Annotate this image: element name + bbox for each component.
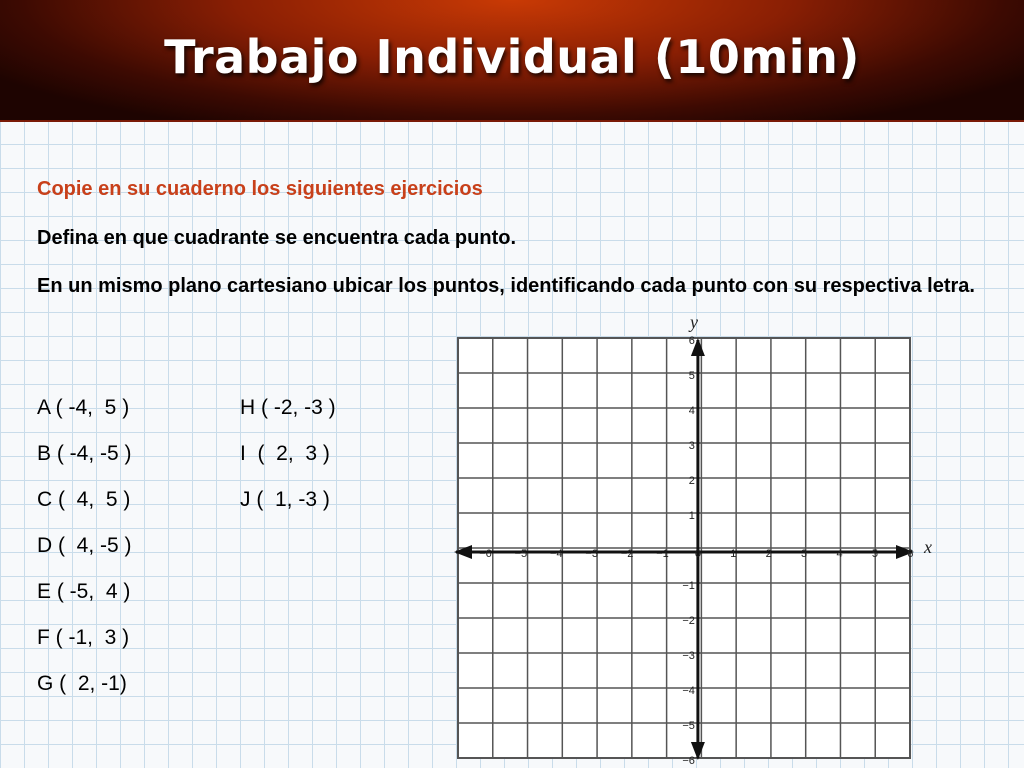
x-tick-label: 2 bbox=[765, 548, 772, 560]
x-tick-label: −4 bbox=[550, 548, 563, 560]
y-tick-label: 6 bbox=[688, 335, 695, 347]
slide-title: Trabajo Individual (10min) bbox=[164, 30, 860, 84]
point-f: F ( -1, 3 ) bbox=[37, 626, 130, 649]
x-tick-label: 3 bbox=[801, 548, 808, 560]
x-tick-label: −3 bbox=[585, 548, 598, 560]
x-tick-label: 6 bbox=[907, 548, 914, 560]
x-tick-label: 5 bbox=[871, 548, 878, 560]
y-tick-label: −4 bbox=[682, 685, 695, 697]
instruction-quadrant: Defina en que cuadrante se encuentra cada punto. bbox=[37, 227, 517, 249]
point-b: B ( -4, -5 ) bbox=[37, 442, 132, 465]
subtitle: Copie en su cuaderno los siguientes ejercicios bbox=[37, 178, 483, 200]
x-tick-label: 1 bbox=[730, 548, 737, 560]
point-e: E ( -5, 4 ) bbox=[37, 580, 131, 603]
cartesian-plane bbox=[440, 305, 940, 767]
y-axis-label: y bbox=[690, 312, 698, 332]
point-j: J ( 1, -3 ) bbox=[240, 488, 330, 511]
x-tick-label: −5 bbox=[514, 548, 528, 560]
x-tick-label: 0 bbox=[694, 548, 701, 560]
x-tick-label: −2 bbox=[620, 548, 634, 560]
y-tick-label: 4 bbox=[688, 405, 695, 417]
y-tick-label: −3 bbox=[682, 650, 695, 662]
point-c: C ( 4, 5 ) bbox=[37, 488, 131, 511]
y-tick-label: 2 bbox=[688, 475, 695, 487]
y-tick-label: −2 bbox=[682, 615, 695, 627]
y-tick-label: −5 bbox=[682, 720, 695, 732]
title-banner bbox=[0, 0, 1024, 122]
point-g: G ( 2, -1) bbox=[37, 672, 127, 695]
y-tick-label: 5 bbox=[688, 370, 695, 382]
y-tick-label: −1 bbox=[682, 580, 695, 592]
x-tick-label: −6 bbox=[479, 548, 492, 560]
x-axis-label: x bbox=[924, 537, 932, 557]
instruction-plot: En un mismo plano cartesiano ubicar los puntos, identificando cada punto con su respectiva letra. bbox=[37, 275, 975, 297]
point-d: D ( 4, -5 ) bbox=[37, 534, 132, 557]
point-h: H ( -2, -3 ) bbox=[240, 396, 336, 419]
y-tick-label: −6 bbox=[682, 755, 695, 767]
x-tick-label: 4 bbox=[836, 548, 843, 560]
point-i: I ( 2, 3 ) bbox=[240, 442, 330, 465]
y-tick-label: 3 bbox=[688, 440, 695, 452]
x-tick-label: −1 bbox=[656, 548, 669, 560]
point-a: A ( -4, 5 ) bbox=[37, 396, 130, 419]
y-tick-label: 1 bbox=[688, 510, 695, 522]
